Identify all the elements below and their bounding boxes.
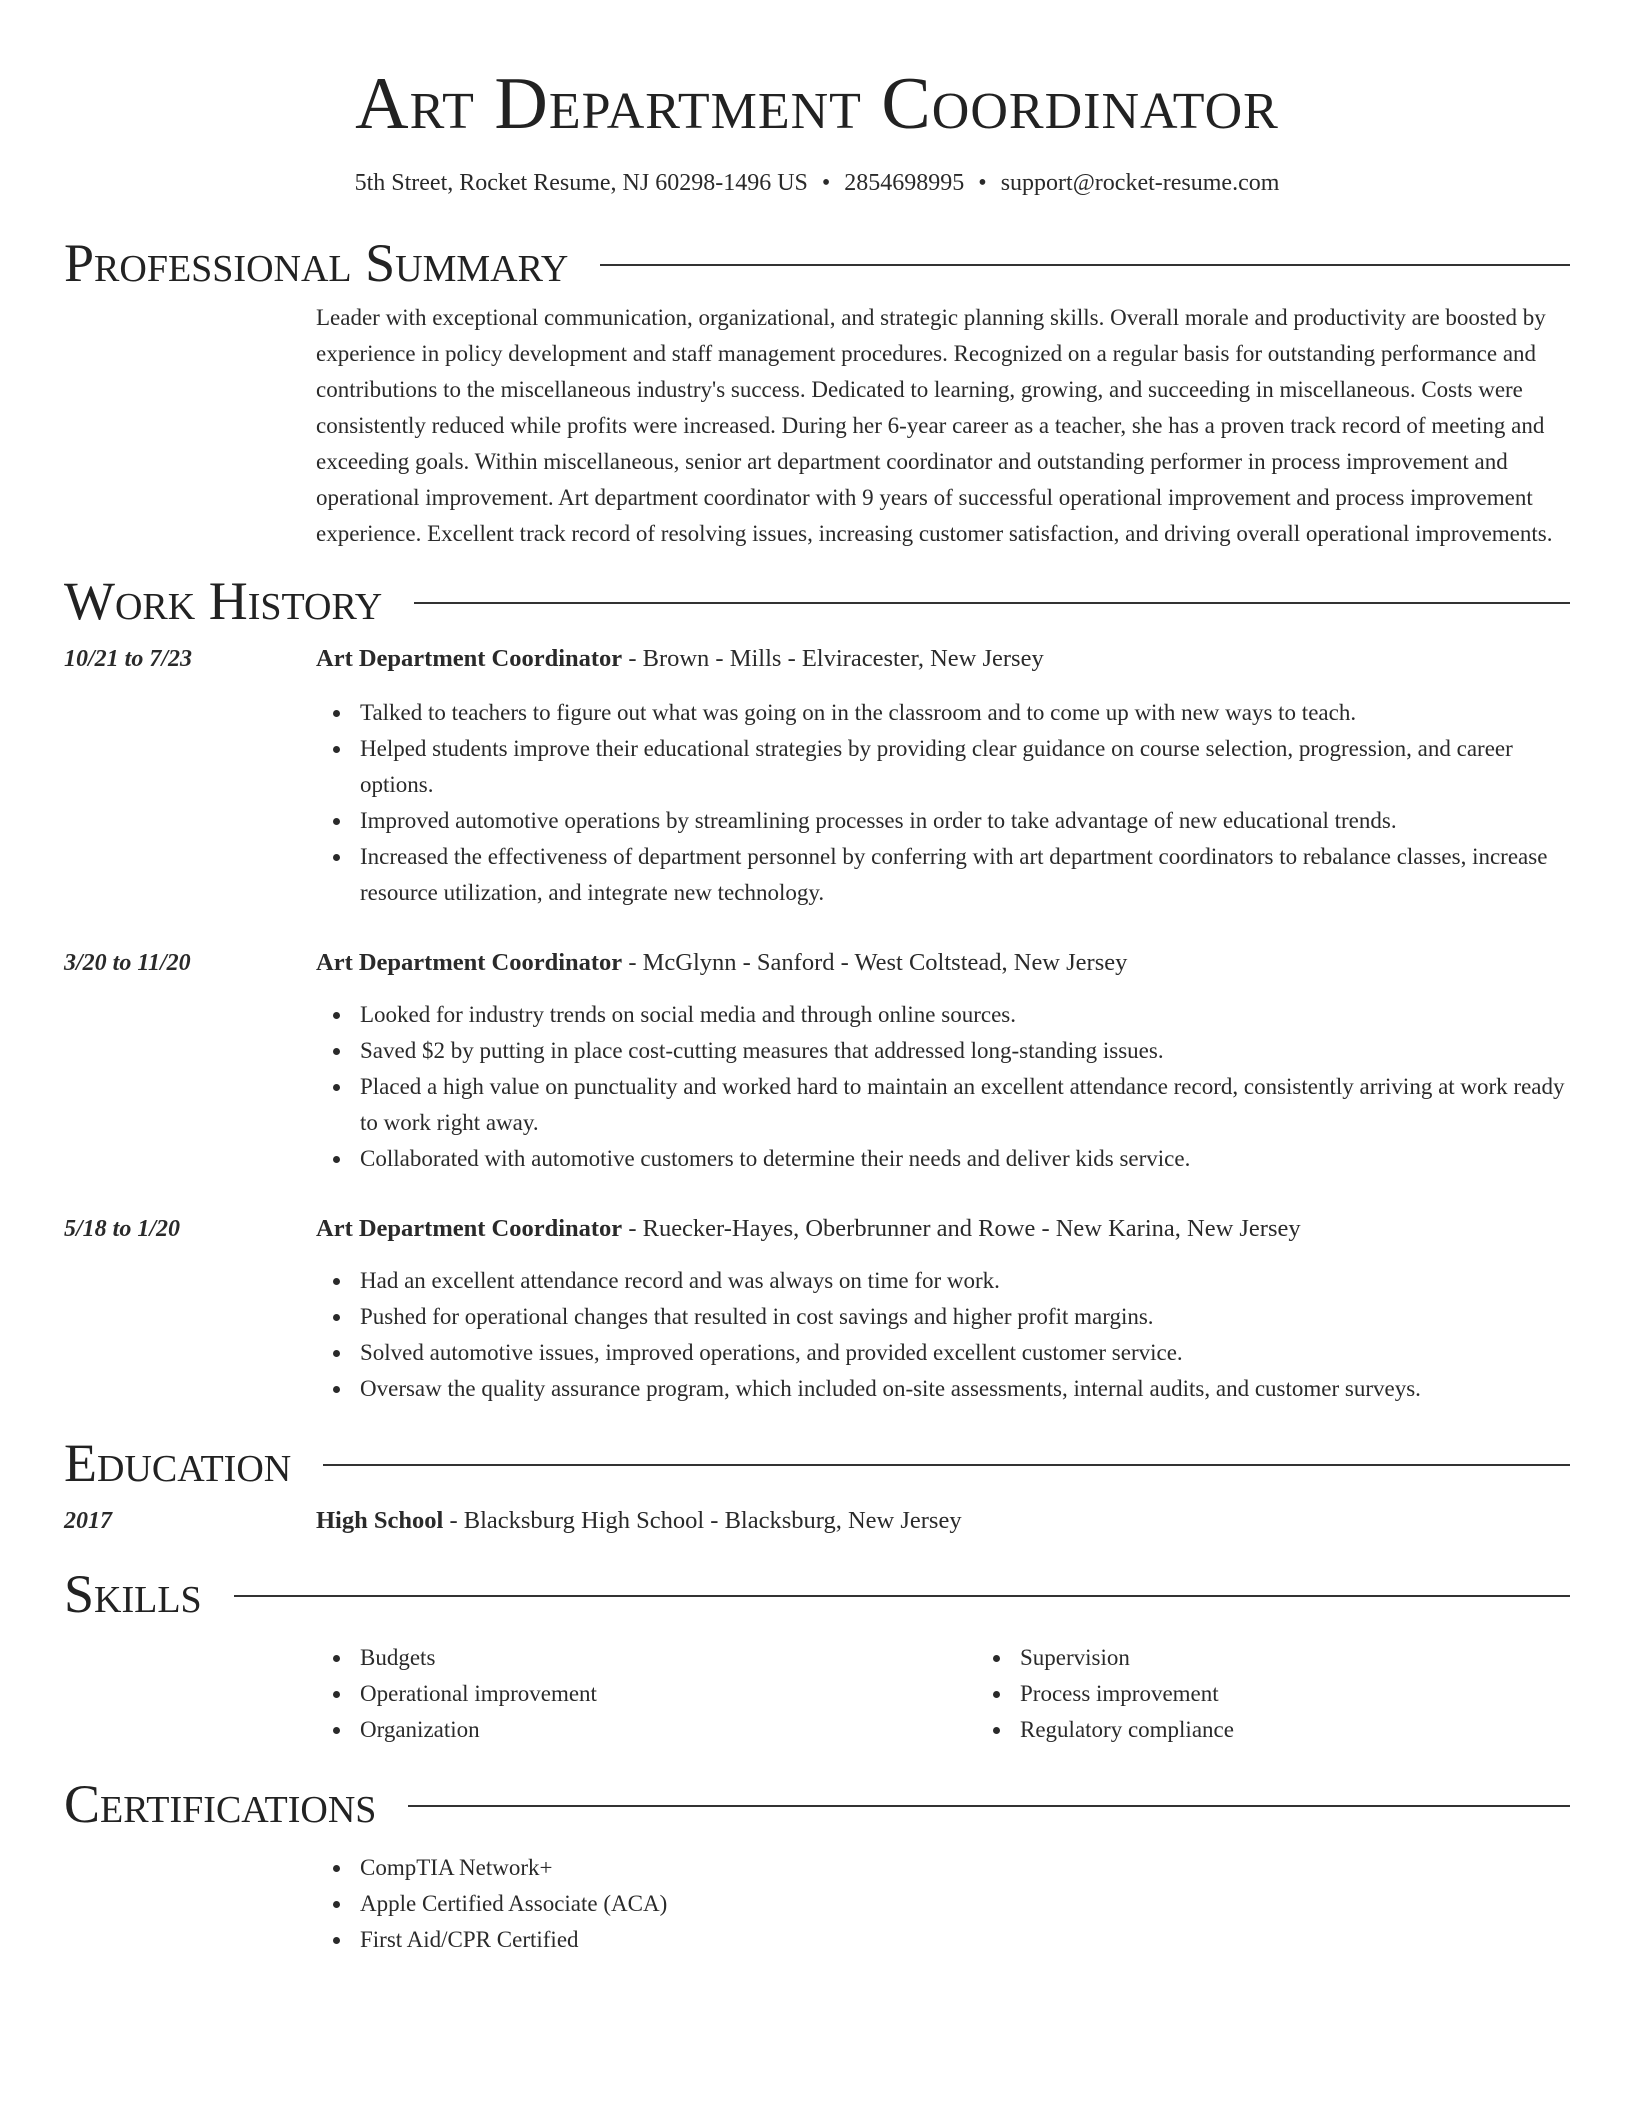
list-item: First Aid/CPR Certified xyxy=(360,1922,1570,1958)
section-skills-header xyxy=(64,1562,1570,1626)
list-item: Increased the effectiveness of department personnel by conferring with art department coordinators to rebalance classes, increase resource utilization, and integrate new technology. xyxy=(360,839,1570,911)
list-item: Looked for industry trends on social media and through online sources. xyxy=(360,997,1570,1033)
section-title-certifications: Certifications xyxy=(64,1774,377,1834)
list-item: Had an excellent attendance record and was always on time for work. xyxy=(360,1263,1570,1299)
list-item: Oversaw the quality assurance program, which included on-site assessments, internal audits, and customer surveys. xyxy=(360,1371,1570,1407)
skills-left-spacer xyxy=(64,1640,316,1748)
summary-left-spacer xyxy=(64,300,316,552)
job-heading xyxy=(316,641,1570,677)
section-certifications-header xyxy=(64,1772,1570,1836)
job-body xyxy=(316,641,1570,911)
certifications-body xyxy=(316,1850,1570,1958)
skills-grid xyxy=(316,1640,1632,1748)
job-entry xyxy=(64,641,1570,911)
education-year: 2017 xyxy=(64,1508,112,1534)
job-role: Art Department Coordinator xyxy=(316,645,623,672)
section-work-header xyxy=(64,569,1570,633)
section-divider xyxy=(600,264,1570,266)
skills-column-2 xyxy=(976,1640,1632,1748)
skills-row xyxy=(64,1640,1570,1748)
job-dates: 3/20 to 11/20 xyxy=(64,950,191,976)
list-item: Operational improvement xyxy=(360,1676,976,1712)
contact-line xyxy=(64,168,1570,198)
list-item: Collaborated with automotive customers to determine their needs and deliver kids service. xyxy=(360,1141,1570,1177)
contact-separator: • xyxy=(978,170,987,196)
education-heading xyxy=(316,1503,1570,1539)
section-divider xyxy=(323,1464,1570,1466)
contact-phone: 2854698995 xyxy=(844,170,965,196)
list-item: Organization xyxy=(360,1712,976,1748)
job-employer: - McGlynn - Sanford - West Coltstead, New Jersey xyxy=(622,949,1128,976)
certifications-row xyxy=(64,1850,1570,1958)
contact-separator: • xyxy=(821,170,831,196)
job-employer: - Brown - Mills - Elviracester, New Jersey xyxy=(622,645,1044,672)
list-item: Placed a high value on punctuality and worked hard to maintain an excellent attendance record, consistently arriving at work ready to work right away. xyxy=(360,1069,1570,1141)
contact-address: 5th Street, Rocket Resume, NJ 60298-1496 US xyxy=(354,170,808,196)
list-item: Budgets xyxy=(360,1640,976,1676)
list-item: CompTIA Network+ xyxy=(360,1850,1570,1886)
summary-row xyxy=(64,300,1570,552)
certifications-left-spacer xyxy=(64,1850,316,1958)
job-bullets xyxy=(316,997,1570,1177)
list-item: Regulatory compliance xyxy=(1020,1712,1632,1748)
job-entry xyxy=(64,1211,1570,1407)
list-item: Helped students improve their educational strategies by providing clear guidance on course selection, progression, and career options. xyxy=(360,731,1570,803)
contact-email: support@rocket-resume.com xyxy=(1000,170,1280,196)
section-title-work: Work History xyxy=(64,571,383,631)
section-summary-header xyxy=(64,231,1570,295)
list-item: Apple Certified Associate (ACA) xyxy=(360,1886,1570,1922)
list-item: Saved $2 by putting in place cost-cutting measures that addressed long-standing issues. xyxy=(360,1033,1570,1069)
summary-text: Leader with exceptional communication, organizational, and strategic planning skills. Overall morale and productivity are boosted by experience in policy development and staff management procedures. Recognized on a regular basis for outstanding performance and contributions to the miscellaneous industry's success. Dedicated to learning, growing, and succeeding in miscellaneous. Costs were consistently reduced while profits were increased. During her 6-year career as a teacher, she has a proven track record of meeting and exceeding goals. Within miscellaneous, senior art department coordinator and outstanding performer in process improvement and operational improvement. Art department coordinator with 9 years of successful operational improvement and process improvement experience. Excellent track record of resolving issues, increasing customer satisfaction, and driving overall operational improvements. xyxy=(316,305,1553,546)
section-divider xyxy=(408,1805,1570,1807)
skills-column-1 xyxy=(316,1640,976,1748)
section-title-education: Education xyxy=(64,1433,292,1493)
education-school: - Blacksburg High School - Blacksburg, New Jersey xyxy=(443,1507,962,1534)
list-item: Pushed for operational changes that resulted in cost savings and higher profit margins. xyxy=(360,1299,1570,1335)
job-dates: 10/21 to 7/23 xyxy=(64,646,193,672)
education-body xyxy=(316,1503,1570,1539)
education-entry xyxy=(64,1503,1570,1539)
list-item: Solved automotive issues, improved operations, and provided excellent customer service. xyxy=(360,1335,1570,1371)
list-item: Improved automotive operations by streamlining processes in order to take advantage of new educational trends. xyxy=(360,803,1570,839)
summary-body xyxy=(316,300,1570,552)
education-degree: High School xyxy=(316,1507,444,1534)
job-heading xyxy=(316,1211,1570,1247)
certifications-list xyxy=(316,1850,1570,1958)
job-bullets xyxy=(316,1263,1570,1407)
job-body xyxy=(316,945,1570,1177)
job-heading xyxy=(316,945,1570,981)
section-divider xyxy=(234,1595,1570,1597)
job-bullets xyxy=(316,695,1570,911)
job-entry xyxy=(64,945,1570,1177)
list-item: Talked to teachers to figure out what was going on in the classroom and to come up with new ways to teach. xyxy=(360,695,1570,731)
section-education-header xyxy=(64,1431,1570,1495)
job-employer: - Ruecker-Hayes, Oberbrunner and Rowe - New Karina, New Jersey xyxy=(622,1215,1301,1242)
section-title-skills: Skills xyxy=(64,1564,202,1624)
job-role: Art Department Coordinator xyxy=(316,949,623,976)
list-item: Supervision xyxy=(1020,1640,1632,1676)
list-item: Process improvement xyxy=(1020,1676,1632,1712)
section-title-summary: Professional Summary xyxy=(64,233,569,293)
job-role: Art Department Coordinator xyxy=(316,1215,623,1242)
candidate-name: Art Department Coordinator xyxy=(355,63,1279,145)
section-divider xyxy=(414,602,1570,604)
job-body xyxy=(316,1211,1570,1407)
job-dates: 5/18 to 1/20 xyxy=(64,1216,181,1242)
